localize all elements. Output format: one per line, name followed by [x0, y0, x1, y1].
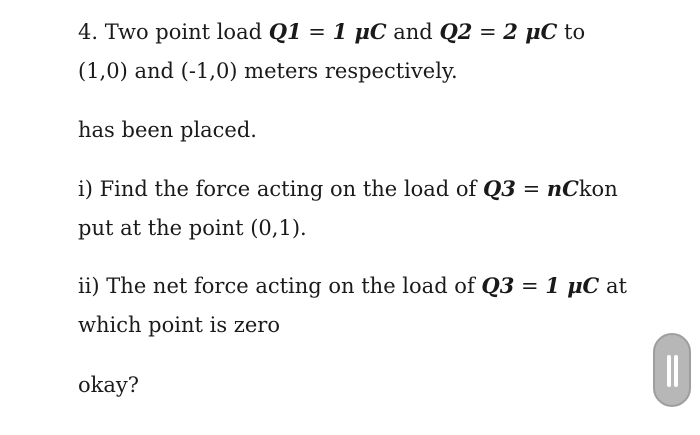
part-ii-line-2: which point is zero [78, 313, 280, 337]
closing-text: okay? [78, 373, 140, 397]
pause-bar-right [674, 355, 678, 387]
part-ii-prefix: ii) The net force acting on the load of [78, 274, 482, 298]
part-i-prefix: i) Find the force acting on the load of [78, 177, 483, 201]
q3-value: nC [546, 176, 579, 201]
q2-symbol: Q2 [439, 19, 473, 44]
q2-equals: = [472, 20, 504, 44]
q1-equals: = [301, 20, 333, 44]
scroll-handle[interactable] [653, 333, 691, 407]
question-and: and [393, 20, 440, 44]
question-prefix: 4. Two point load [78, 20, 269, 44]
q1-expression [269, 19, 387, 44]
q1-symbol: Q1 [268, 19, 302, 44]
q2-value: 2 μC [503, 19, 558, 44]
q3-equals: = [514, 274, 546, 298]
q2-expression [439, 19, 557, 44]
q1-value: 1 μC [332, 19, 387, 44]
q3-expression-part-i [483, 176, 579, 201]
pause-bars-icon [667, 355, 671, 387]
q3-symbol: Q3 [482, 176, 516, 201]
question-line-1 [78, 19, 585, 45]
q3-value: 1 μC [545, 273, 600, 298]
q3-symbol: Q3 [481, 273, 515, 298]
question-line-2: (1,0) and (-1,0) meters respectively. [78, 59, 458, 83]
q3-equals: = [515, 177, 547, 201]
question-line-3: has been placed. [78, 118, 257, 142]
q3-expression-part-ii [481, 273, 599, 298]
part-ii-suffix: at [605, 274, 627, 298]
part-i-line-2: put at the point (0,1). [78, 216, 307, 240]
question-to: to [564, 20, 586, 44]
part-i-suffix: kon [578, 177, 618, 201]
part-ii-line-1 [78, 273, 627, 299]
part-i-line-1 [78, 176, 618, 202]
